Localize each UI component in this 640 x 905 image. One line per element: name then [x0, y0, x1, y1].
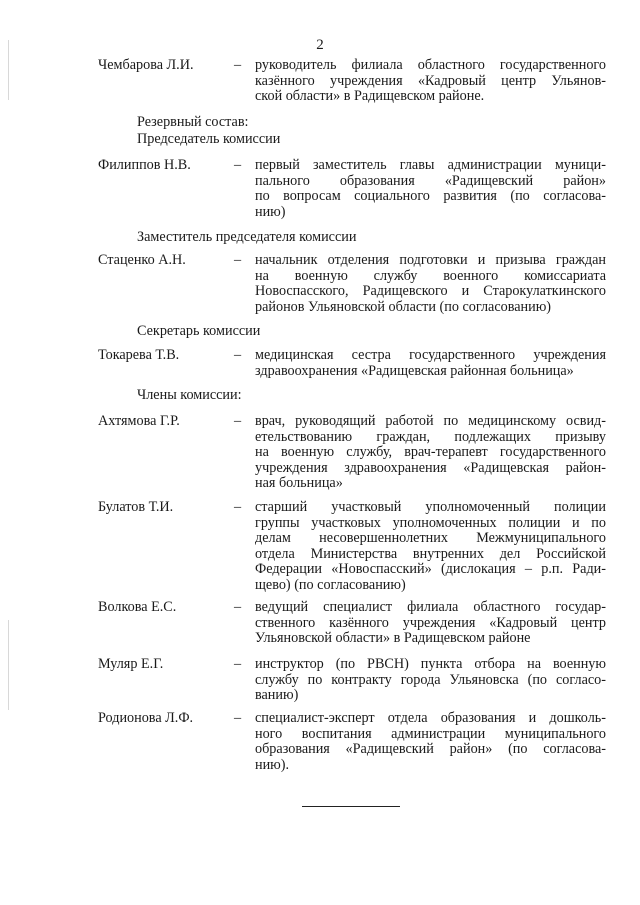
reserve-heading: Резервный состав: — [137, 114, 249, 130]
section-heading-secretary: Секретарь комиссии — [137, 323, 261, 339]
position-line: Новоспасского, Радищевского и Старокулаткинского — [255, 283, 606, 300]
member-name: Муляр Е.Г. — [98, 656, 164, 672]
member-position — [255, 657, 606, 704]
position-line: ведущий специалист филиала областного государ- — [255, 599, 606, 615]
position-line: старший участковый уполномоченный полиции — [255, 499, 606, 515]
dash-separator: – — [234, 57, 242, 73]
member-position — [255, 253, 606, 315]
member-position — [255, 500, 606, 594]
position-line: щево) (по согласованию) — [255, 576, 406, 593]
member-position — [255, 414, 606, 492]
member-position — [255, 348, 606, 379]
position-line: ственного казённого учреждения «Кадровый центр — [255, 614, 606, 631]
position-line: специалист-эксперт отдела образования и дошколь- — [255, 710, 606, 726]
section-heading-members: Члены комиссии: — [137, 387, 242, 403]
dash-separator: – — [234, 656, 242, 672]
dash-separator: – — [234, 157, 242, 173]
position-line: на военную службу военного комиссариата — [255, 267, 606, 284]
position-line: казённого учреждения «Кадровый центр Ульянов- — [255, 72, 606, 89]
member-name: Токарева Т.В. — [98, 347, 180, 363]
member-name: Стаценко А.Н. — [98, 252, 186, 268]
position-line: етельствованию граждан, подлежащих призыву — [255, 428, 606, 445]
section-heading-chairman: Председатель комиссии — [137, 131, 281, 147]
position-line: Ульяновской области» в Радищевском районе — [255, 630, 531, 647]
position-line: первый заместитель главы администрации муници- — [255, 157, 606, 173]
position-line: инструктор (по РВСН) пункта отбора на военную — [255, 656, 606, 672]
member-name: Ахтямова Г.Р. — [98, 413, 180, 429]
position-line: ная больница» — [255, 475, 343, 492]
position-line: делам несовершеннолетних Межмуниципального — [255, 530, 606, 547]
section-heading-deputy-chairman: Заместитель председателя комиссии — [137, 229, 357, 245]
position-line: нию). — [255, 756, 290, 773]
end-of-document-line — [302, 806, 400, 807]
position-line: нию) — [255, 203, 286, 220]
member-name: Филиппов Н.В. — [98, 157, 191, 173]
position-line: начальник отделения подготовки и призыва граждан — [255, 252, 606, 268]
position-line: ванию) — [255, 687, 299, 704]
dash-separator: – — [234, 599, 242, 615]
dash-separator: – — [234, 710, 242, 726]
member-name: Булатов Т.И. — [98, 499, 174, 515]
dash-separator: – — [234, 499, 242, 515]
position-line: Федерации «Новоспасский» (дислокация – р.п. Ради- — [255, 561, 606, 578]
member-position — [255, 711, 606, 773]
member-name: Волкова Е.С. — [98, 599, 177, 615]
scan-edge-mark — [8, 620, 9, 710]
position-line: пального образования «Радищевский район» — [255, 172, 606, 189]
position-line: ного воспитания администрации муниципального — [255, 725, 606, 742]
position-line: учреждения здравоохранения «Радищевская район- — [255, 459, 606, 476]
position-line: районов Ульяновской области (по согласованию) — [255, 298, 552, 315]
position-line: медицинская сестра государственного учреждения — [255, 347, 606, 363]
position-line: руководитель филиала областного государственного — [255, 57, 606, 73]
page-number: 2 — [316, 37, 324, 53]
member-name: Родионова Л.Ф. — [98, 710, 194, 726]
member-position — [255, 158, 606, 220]
dash-separator: – — [234, 252, 242, 268]
position-line: службу по контракту города Ульяновска (по согласо- — [255, 671, 606, 688]
position-line: на военную службу, врач-терапевт государственного — [255, 444, 606, 461]
member-name: Чембарова Л.И. — [98, 57, 194, 73]
position-line: образования «Радищевский район» (по согласова- — [255, 741, 606, 758]
member-position — [255, 600, 606, 647]
position-line: отдела Министерства внутренних дел Российской — [255, 545, 606, 562]
position-line: ской области» в Радищевском районе. — [255, 88, 485, 105]
member-position — [255, 58, 606, 105]
position-line: группы участковых уполномоченных полиции и по — [255, 514, 606, 531]
dash-separator: – — [234, 413, 242, 429]
dash-separator: – — [234, 347, 242, 363]
position-line: врач, руководящий работой по медицинскому освид- — [255, 413, 606, 429]
position-line: здравоохранения «Радищевская районная больница» — [255, 362, 574, 379]
position-line: по вопросам социального развития (по согласова- — [255, 188, 606, 205]
